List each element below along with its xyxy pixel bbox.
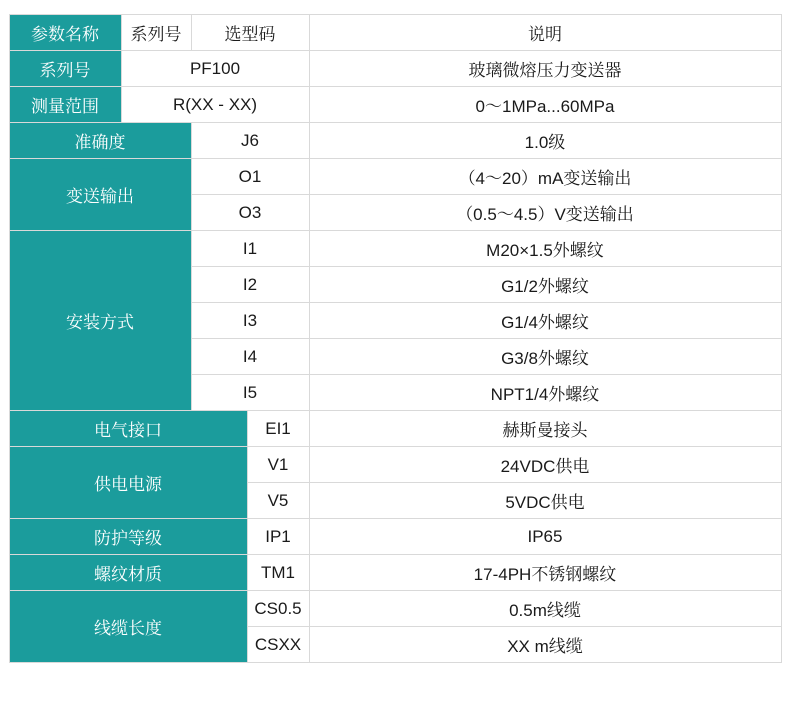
row-description: IP65 [309,519,781,555]
row-label: 线缆长度 [9,591,247,663]
row-label: 电气接口 [9,411,247,447]
row-code: TM1 [247,555,309,591]
row-code: J6 [191,123,309,159]
row-code: R(XX - XX) [121,87,309,123]
header-series-no: 系列号 [121,15,191,51]
table-row [9,15,781,51]
row-label: 螺纹材质 [9,555,247,591]
row-label: 准确度 [9,123,191,159]
header-param-name: 参数名称 [9,15,121,51]
row-code: I3 [191,303,309,339]
table-body [9,15,781,663]
row-code: O1 [191,159,309,195]
row-label: 变送输出 [9,159,191,231]
table-row [9,447,781,483]
row-description: 24VDC供电 [309,447,781,483]
row-code: CS0.5 [247,591,309,627]
table-row [9,591,781,627]
row-description: 0.5m线缆 [309,591,781,627]
row-description: NPT1/4外螺纹 [309,375,781,411]
table-row [9,123,781,159]
row-code: I4 [191,339,309,375]
table-row [9,159,781,195]
row-code: I1 [191,231,309,267]
row-description: 1.0级 [309,123,781,159]
row-description: G3/8外螺纹 [309,339,781,375]
row-code: EI1 [247,411,309,447]
row-description: （0.5～4.5）V变送输出 [309,195,781,231]
header-model-code: 选型码 [191,15,309,51]
row-description: 0～1MPa...60MPa [309,87,781,123]
table-row [9,555,781,591]
row-label: 安装方式 [9,231,191,411]
table-row [9,51,781,87]
row-code: O3 [191,195,309,231]
row-description: M20×1.5外螺纹 [309,231,781,267]
row-description: 17-4PH不锈钢螺纹 [309,555,781,591]
row-description: 赫斯曼接头 [309,411,781,447]
row-description: G1/4外螺纹 [309,303,781,339]
row-label: 供电电源 [9,447,247,519]
row-label: 防护等级 [9,519,247,555]
table-row [9,87,781,123]
row-description: （4～20）mA变送输出 [309,159,781,195]
table-row [9,231,781,267]
row-code: V1 [247,447,309,483]
row-label: 测量范围 [9,87,121,123]
row-code: V5 [247,483,309,519]
table-row [9,519,781,555]
row-description: XX m线缆 [309,627,781,663]
table-row [9,411,781,447]
row-code: I2 [191,267,309,303]
header-description: 说明 [309,15,781,51]
row-code: I5 [191,375,309,411]
row-description: G1/2外螺纹 [309,267,781,303]
row-description: 5VDC供电 [309,483,781,519]
row-label: 系列号 [9,51,121,87]
row-code: IP1 [247,519,309,555]
row-description: 玻璃微熔压力变送器 [309,51,781,87]
row-code: PF100 [121,51,309,87]
row-code: CSXX [247,627,309,663]
selection-code-table [9,14,782,663]
